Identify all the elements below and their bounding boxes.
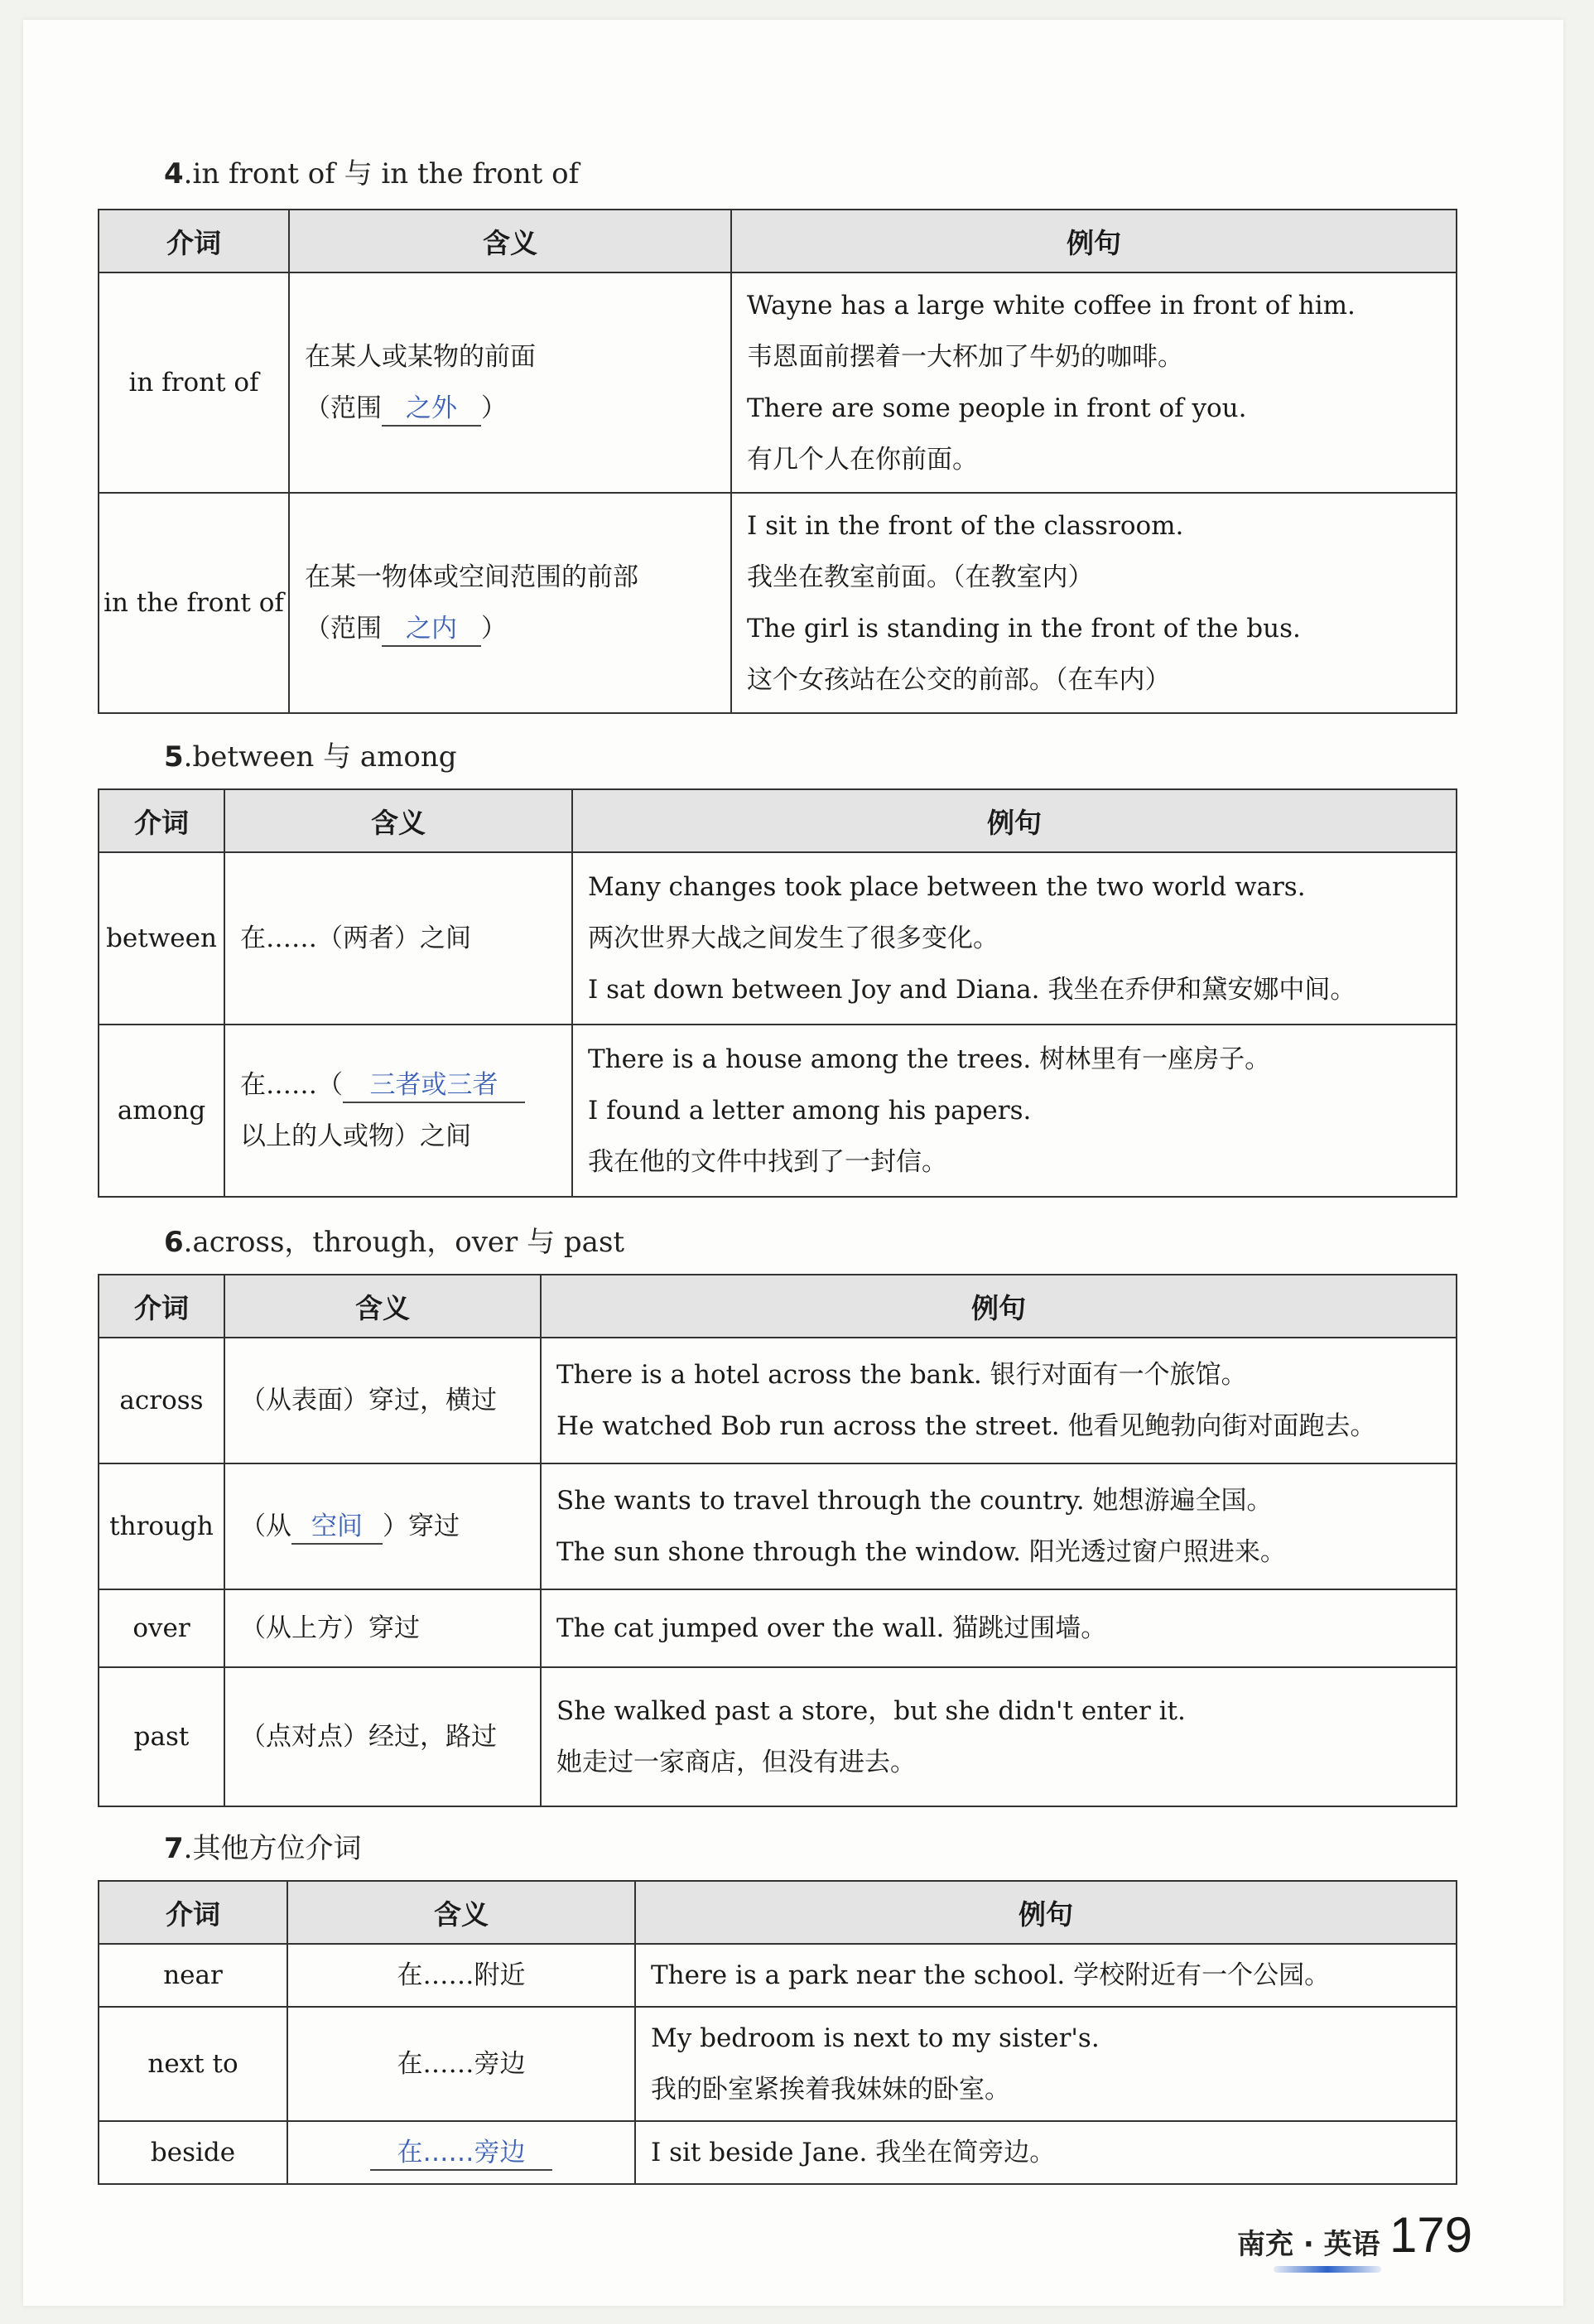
table-row: across （从表面）穿过，横过 There is a hotel across the bank. 银行对面有一个旅馆。 He watched Bob run across the street. 他看见鲍勃向街对面跑去。 [99,1338,1457,1463]
meaning-cell [289,272,731,493]
answer-blank: 之内 [382,612,481,647]
table-row: through （从 空间 ）穿过 She wants to travel through the country. 她想游遍全国。 The sun shone through the window. 阳光透过窗户照进来。 [99,1463,1457,1589]
answer-blank: 在……旁边 [370,2136,552,2171]
table-row: past （点对点）经过，路过 She walked past a store，but she didn't enter it. 她走过一家商店，但没有进去。 [99,1667,1457,1806]
prep-cell: in front of [99,272,289,493]
table-row: near 在……附近 There is a park near the school. 学校附近有一个公园。 [99,1944,1457,2007]
meaning-text: 在某人或某物的前面 [305,342,536,372]
header-meaning: 含义 [289,210,731,272]
textbook-page [23,20,1563,2306]
answer-blank: 空间 [291,1510,383,1545]
table-other-preps [98,1880,1457,2185]
page-footer [1224,2206,1497,2273]
header-row [99,210,1457,272]
header-example: 例句 [731,210,1457,272]
scope-line: （范围 之外 ） [305,383,715,434]
meaning-cell: 在……（两者）之间 [224,852,572,1025]
example-cell: I sit in the front of the classroom. 我坐在教室前面。（在教室内） The girl is standing in the front of the bus. 这个女孩站在公交的前部。（在车内） [731,493,1457,713]
table-row: next to 在……旁边 My bedroom is next to my sister's. 我的卧室紧挨着我妹妹的卧室。 [99,2007,1457,2121]
section-4-title: 4.in front of 与 in the front of [164,157,580,190]
prep-cell: in the front of [99,493,289,713]
section-5-title: 5.between 与 among [164,740,457,774]
meaning-text: 在某一物体或空间范围的前部 [305,562,638,592]
example-cell: Wayne has a large white coffee in front of him. 韦恩面前摆着一大杯加了牛奶的咖啡。 There are some people in front of you. 有几个人在你前面。 [731,272,1457,493]
answer-blank: 之外 [382,392,481,427]
example-cell: Many changes took place between the two world wars. 两次世界大战之间发生了很多变化。 I sat down between Joy and Diana. 我坐在乔伊和黛安娜中间。 [572,852,1457,1025]
prep-cell: among [99,1025,224,1197]
prep-cell: between [99,852,224,1025]
table-in-front-of [98,209,1457,714]
footer-accent-bar [1274,2266,1381,2273]
header-row: 介词 含义 例句 [99,1881,1457,1944]
table-row: beside 在……旁边 I sit beside Jane. 我坐在简旁边。 [99,2121,1457,2184]
answer-blank: 三者或三者 [343,1068,525,1103]
section-6-title: 6.across，through，over 与 past [164,1226,625,1259]
table-row [99,852,1457,1025]
table-row [99,493,1457,713]
table-between-among [98,788,1457,1198]
footer-label: 南充 · 英语 [1237,2228,1380,2261]
meaning-cell: 在……（ 三者或三者 以上的人或物）之间 [224,1025,572,1197]
table-row [99,272,1457,493]
table-across-through [98,1274,1457,1807]
meaning-cell [289,493,731,713]
header-row: 介词 含义 例句 [99,789,1457,852]
header-prep: 介词 [99,210,289,272]
section-7-title: 7.其他方位介词 [164,1832,362,1865]
table-row [99,1025,1457,1197]
header-row: 介词 含义 例句 [99,1275,1457,1338]
example-cell: There is a house among the trees. 树林里有一座房子。 I found a letter among his papers. 我在他的文件中找到了一封信。 [572,1025,1457,1197]
table-row: over （从上方）穿过 The cat jumped over the wall. 猫跳过围墙。 [99,1589,1457,1667]
scope-line: （范围 之内 ） [305,603,715,654]
page-number: 179 [1389,2207,1473,2263]
